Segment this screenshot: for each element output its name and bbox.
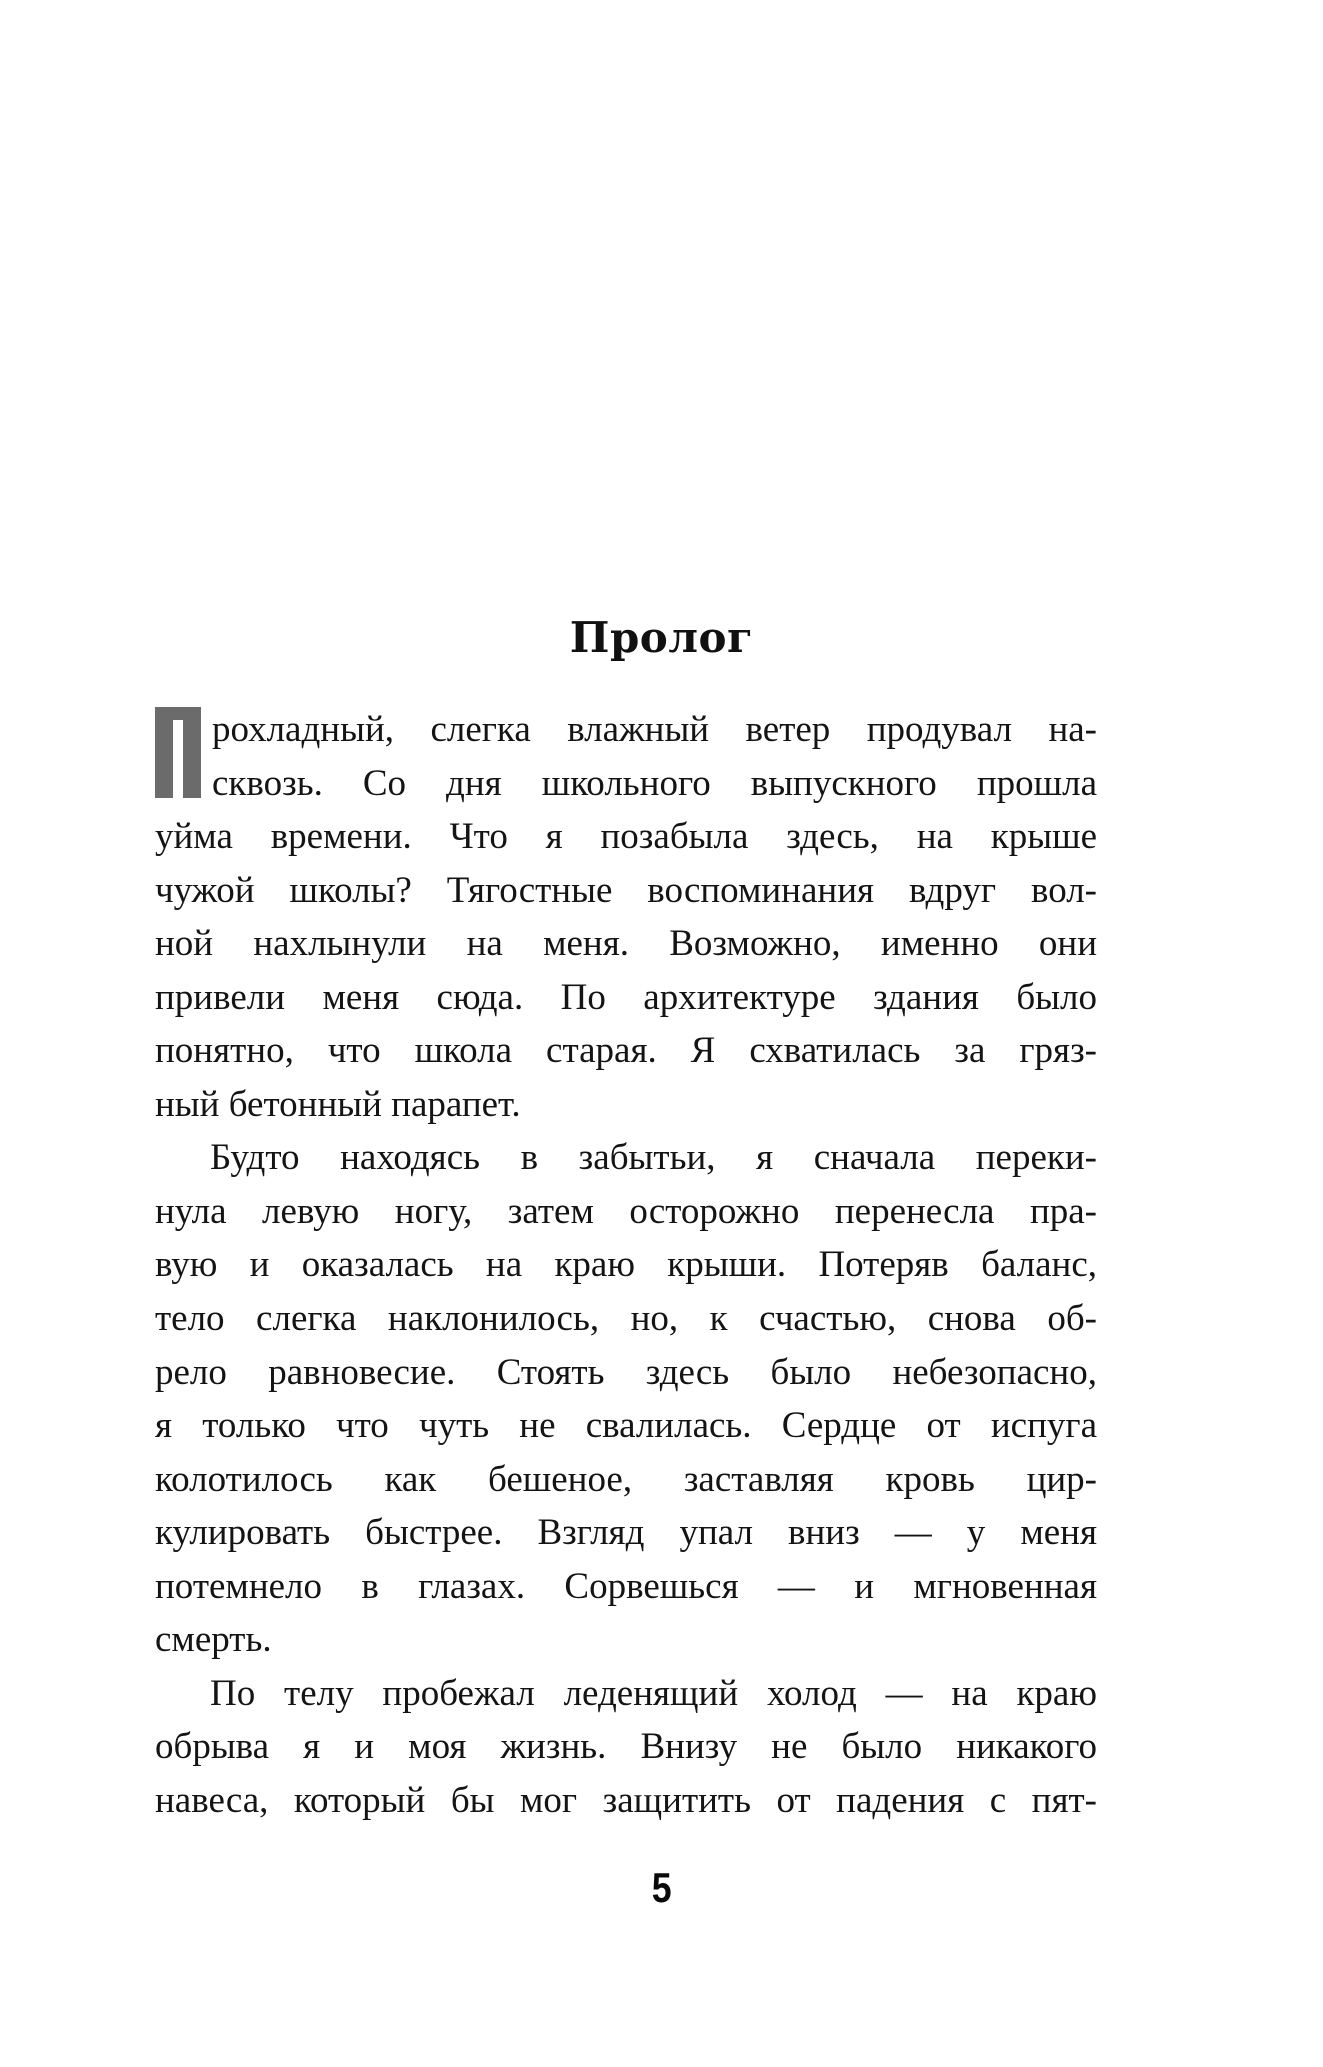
paragraph-1 bbox=[155, 703, 1097, 1131]
text-line: привели меня сюда. По архитектуре здания было bbox=[155, 976, 1097, 1018]
text-line: ный бетонный парапет. bbox=[155, 1083, 521, 1125]
text-line: нула левую ногу, затем осторожно перенесла пра- bbox=[155, 1190, 1097, 1232]
text-line: навеса, который бы мог защитить от падения с пят- bbox=[155, 1779, 1097, 1821]
chapter-body bbox=[155, 703, 1097, 1827]
text-line: обрыва я и моя жизнь. Внизу не было никакого bbox=[155, 1726, 1097, 1768]
text-line: По телу пробежал леденящий холод — на краю bbox=[210, 1672, 1097, 1714]
drop-cap bbox=[155, 707, 201, 798]
text-line: потемнело в глазах. Сорвешься — и мгновенная bbox=[155, 1565, 1097, 1607]
chapter-title: Пролог bbox=[569, 613, 754, 662]
paragraph-3 bbox=[155, 1667, 1097, 1828]
drop-cap-counter bbox=[173, 720, 183, 798]
text-line: рохладный, слегка влажный ветер продувал на- bbox=[212, 709, 1097, 750]
text-line: ной нахлынули на меня. Возможно, именно они bbox=[155, 923, 1097, 965]
text-line: тело слегка наклонилось, но, к счастью, снова об- bbox=[155, 1298, 1097, 1340]
text-line: я только что чуть не свалилась. Сердце от испуга bbox=[155, 1405, 1097, 1447]
text-line: Будто находясь в забытьи, я сначала переки- bbox=[210, 1137, 1097, 1179]
text-line: смерть. bbox=[155, 1619, 272, 1661]
text-line: кулировать быстрее. Взгляд упал вниз — у меня bbox=[155, 1512, 1097, 1554]
text-line: сквозь. Со дня школьного выпускного прошла bbox=[212, 762, 1097, 804]
page-number bbox=[0, 1864, 1323, 1912]
text-line: уйма времени. Что я позабыла здесь, на крыше bbox=[155, 816, 1097, 858]
text-line: понятно, что школа старая. Я схватилась за гряз- bbox=[155, 1030, 1097, 1072]
text-line: чужой школы? Тягостные воспоминания вдруг вол- bbox=[155, 869, 1097, 911]
text-line: колотилось как бешеное, заставляя кровь цир- bbox=[155, 1458, 1097, 1500]
text-line: вую и оказалась на краю крыши. Потеряв баланс, bbox=[155, 1244, 1097, 1286]
text-line: рело равновесие. Стоять здесь было небезопасно, bbox=[155, 1351, 1097, 1393]
page-number-value: 5 bbox=[651, 1864, 672, 1911]
paragraph-2 bbox=[155, 1131, 1097, 1666]
